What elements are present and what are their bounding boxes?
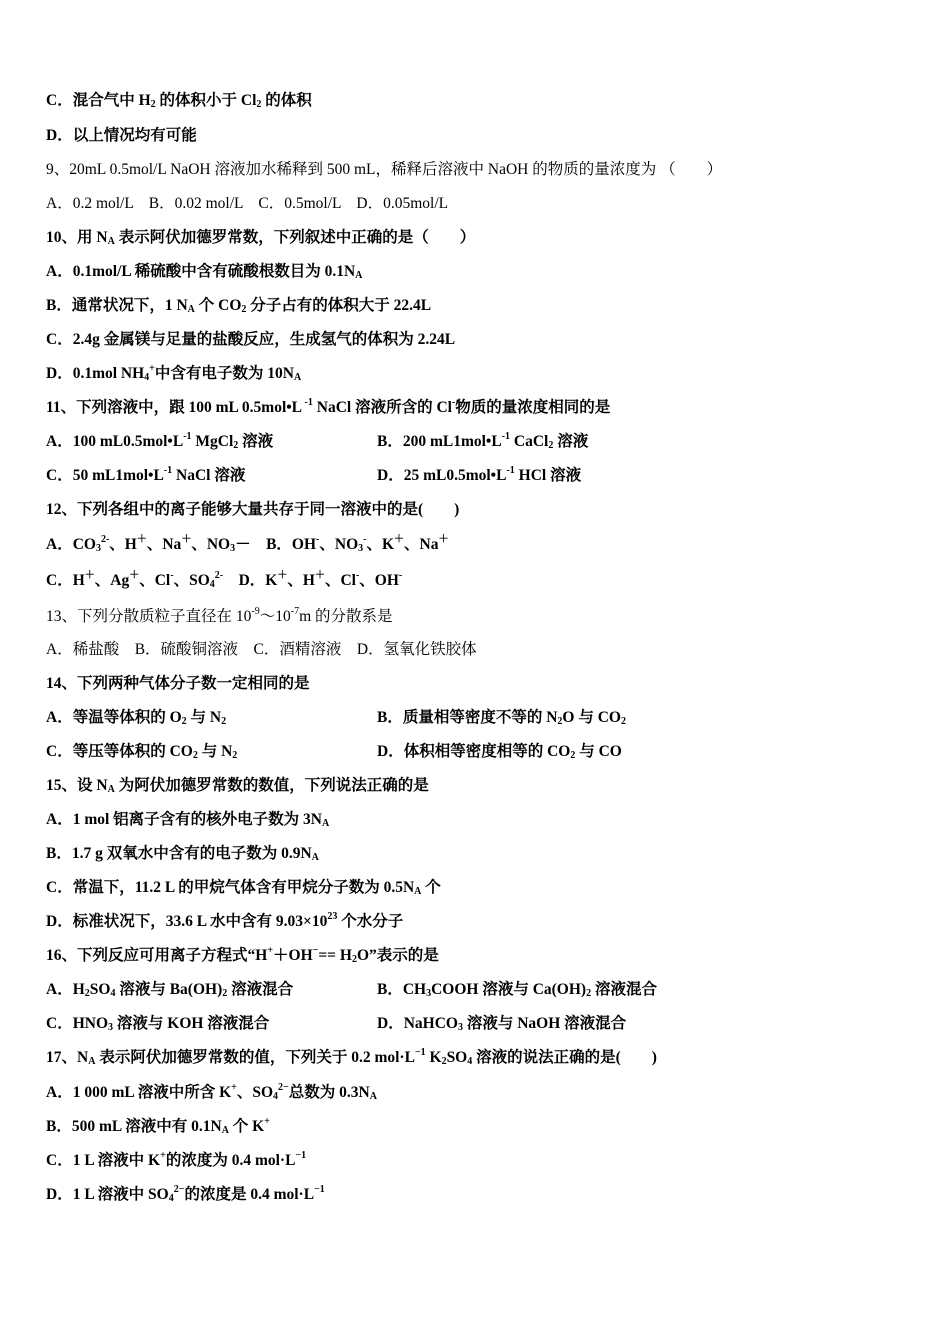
text-line: [46, 607, 393, 627]
text-run: ＋OH: [273, 947, 313, 964]
text-run: 为阿伏加德罗常数的数值，下列说法正确的是: [114, 777, 429, 794]
option-right-column: [377, 980, 657, 1000]
text-line: [46, 1083, 377, 1103]
text-run: B．质量相等密度不等的 N: [377, 709, 558, 726]
text-line: [46, 1117, 270, 1137]
superscript: ＋: [314, 570, 325, 581]
text-run: 、NO: [319, 536, 359, 553]
text-run: A．H: [46, 981, 85, 998]
subscript: A: [369, 1091, 377, 1102]
text-run: A．0.1mol/L 稀硫酸中含有硫酸根数目为 0.1N: [46, 263, 356, 280]
text-run: D．体积相等密度相等的 CO: [377, 743, 571, 760]
text-run: 15、设 N: [46, 777, 108, 794]
text-line: [46, 126, 197, 146]
text-run: 中含有电子数为 10N: [154, 365, 294, 382]
text-run: A．等温等体积的 O: [46, 709, 182, 726]
text-run: 溶液与 Ba(OH): [115, 981, 223, 998]
subscript: A: [187, 304, 195, 315]
superscript: 2−: [173, 1184, 185, 1195]
text-run: 14、下列两种气体分子数一定相同的是: [46, 675, 310, 692]
text-run: C．50 mL1mol•L: [46, 467, 164, 484]
text-run: HCl 溶液: [514, 467, 582, 484]
superscript: -: [316, 534, 320, 545]
text-line: [46, 1185, 325, 1205]
text-run: 的体积小于 Cl: [155, 92, 257, 109]
superscript: 23: [327, 911, 338, 922]
subscript: A: [293, 372, 302, 383]
text-run: m 的分散系是: [299, 608, 393, 625]
text-line: [46, 844, 319, 864]
text-line: [46, 742, 237, 762]
subscript: 2: [256, 99, 262, 110]
superscript: +: [160, 1150, 166, 1161]
text-run: 溶液与 KOH 溶液混合: [113, 1015, 270, 1032]
text-line: [46, 398, 610, 418]
text-run: A．100 mL0.5mol•L: [46, 433, 184, 450]
text-run: D．NaHCO: [377, 1015, 458, 1032]
text-run: D．K: [223, 572, 278, 589]
subscript: 2: [232, 750, 238, 761]
text-line: [46, 571, 402, 591]
text-run: K: [425, 1049, 442, 1066]
text-run: 个: [421, 879, 441, 896]
subscript: 2: [222, 988, 228, 999]
text-run: NaCl 溶液: [172, 467, 246, 484]
text-run: 溶液: [553, 433, 589, 450]
text-run: C．1 L 溶液中 K: [46, 1152, 161, 1169]
text-line: [46, 1151, 306, 1171]
text-run: D．标准状况下，33.6 L 水中含有 9.03×10: [46, 913, 328, 930]
superscript: -: [451, 397, 456, 408]
text-run: 的浓度为 0.4 mol·L: [165, 1152, 296, 1169]
subscript: A: [355, 270, 363, 281]
text-run: 与 CO: [575, 743, 622, 760]
text-run: B．CH: [377, 981, 427, 998]
subscript: 2: [620, 716, 626, 727]
superscript: ＋: [129, 570, 140, 581]
text-line: [46, 262, 362, 282]
text-run: 、Na: [404, 536, 439, 553]
text-run: － B．OH: [235, 536, 317, 553]
text-run: 、H: [287, 572, 315, 589]
text-line: [46, 946, 439, 966]
subscript: 4: [110, 988, 116, 999]
subscript: 4: [168, 1193, 174, 1204]
text-run: 与 N: [186, 709, 222, 726]
text-line: [46, 980, 293, 1000]
subscript: 4: [273, 1091, 279, 1102]
subscript: 3: [426, 988, 432, 999]
text-run: CaCl: [510, 433, 549, 450]
text-run: 溶液混合: [227, 981, 294, 998]
superscript: -1: [183, 431, 192, 442]
text-run: 溶液与 NaOH 溶液混合: [462, 1015, 627, 1032]
superscript: −: [312, 945, 319, 956]
text-run: SO: [89, 981, 111, 998]
text-run: D．0.1mol NH: [46, 365, 145, 382]
text-run: B．通常状况下，1 N: [46, 297, 188, 314]
subscript: 2: [150, 99, 156, 110]
subscript: 2: [181, 716, 187, 727]
text-run: 个 CO: [194, 297, 242, 314]
text-run: 、SO: [236, 1084, 274, 1101]
superscript: -7: [290, 606, 300, 617]
subscript: A: [311, 852, 319, 863]
text-line: [46, 810, 329, 830]
text-line: [46, 364, 301, 384]
text-line: [46, 535, 449, 555]
text-line: [46, 194, 448, 214]
subscript: 4: [144, 372, 150, 383]
superscript: +: [231, 1082, 237, 1093]
text-run: B．1.7 g 双氧水中含有的电子数为 0.9N: [46, 845, 312, 862]
text-run: C．2.4g 金属镁与足量的盐酸反应，生成氢气的体积为 2.24L: [46, 331, 456, 348]
text-run: 溶液混合: [591, 981, 657, 998]
text-run: ～10: [259, 608, 291, 625]
option-right-column: [377, 432, 588, 452]
text-run: C．常温下，11.2 L 的甲烷气体含有甲烷分子数为 0.5N: [46, 879, 415, 896]
text-run: == H: [318, 947, 352, 964]
text-line: [46, 296, 431, 316]
superscript: -1: [163, 465, 173, 476]
text-run: NaCl 溶液所含的 Cl: [312, 399, 452, 416]
text-run: A．0.2 mol/L B．0.02 mol/L C．0.5mol/L D．0.05mol/L: [46, 195, 449, 212]
text-line: [46, 1014, 269, 1034]
subscript: 2: [548, 440, 554, 451]
text-run: 总数为 0.3N: [288, 1084, 370, 1101]
superscript: 2−: [278, 1082, 289, 1093]
text-run: B．200 mL1mol•L: [377, 433, 502, 450]
subscript: 4: [467, 1056, 473, 1067]
text-run: 溶液: [238, 433, 274, 450]
text-run: C．等压等体积的 CO: [46, 743, 193, 760]
text-run: 、Cl: [324, 572, 356, 589]
superscript: -1: [501, 431, 511, 442]
subscript: 2: [557, 716, 563, 727]
superscript: 2-: [214, 570, 224, 581]
text-line: [46, 776, 429, 796]
text-run: O”表示的是: [356, 947, 439, 964]
text-line: [46, 640, 477, 660]
text-run: 的体积: [261, 92, 312, 109]
text-run: 个 K: [228, 1118, 265, 1135]
text-run: B．500 mL 溶液中有 0.1N: [46, 1118, 222, 1135]
text-run: 17、N: [46, 1049, 89, 1066]
text-run: C．HNO: [46, 1015, 109, 1032]
subscript: 2: [570, 750, 576, 761]
text-run: 12、下列各组中的离子能够大量共存于同一溶液中的是( ): [46, 501, 460, 518]
superscript: +: [149, 363, 155, 374]
text-run: D．1 L 溶液中 SO: [46, 1186, 169, 1203]
text-run: 表示阿伏加德罗常数，下列叙述中正确的是（ ）: [114, 229, 476, 246]
subscript: A: [107, 236, 115, 247]
subscript: 3: [358, 543, 364, 554]
text-run: 、Cl: [139, 572, 171, 589]
text-run: O 与 CO: [562, 709, 621, 726]
text-line: [46, 500, 459, 520]
text-run: 、NO: [191, 536, 231, 553]
text-run: D．以上情况均有可能: [46, 127, 197, 144]
subscript: 2: [241, 304, 247, 315]
superscript: +: [267, 945, 274, 956]
option-right-column: [377, 742, 622, 762]
superscript: -: [355, 570, 360, 581]
superscript: ＋: [84, 570, 95, 581]
superscript: -9: [251, 606, 260, 617]
text-run: D．25 mL0.5mol•L: [377, 467, 507, 484]
text-line: [46, 466, 245, 486]
text-run: 物质的量浓度相同的是: [455, 399, 611, 416]
text-run: 、OH: [359, 572, 399, 589]
superscript: -: [363, 534, 367, 545]
text-run: 10、用 N: [46, 229, 108, 246]
text-line: [46, 708, 226, 728]
text-run: 11、下列溶液中，跟 100 mL 0.5mol•L: [46, 399, 303, 416]
text-run: SO: [446, 1049, 468, 1066]
text-line: [46, 432, 273, 452]
superscript: −1: [295, 1150, 307, 1161]
subscript: A: [414, 886, 422, 897]
superscript: ＋: [438, 534, 449, 545]
subscript: 2: [441, 1056, 447, 1067]
text-run: 、Na: [146, 536, 182, 553]
subscript: A: [321, 818, 330, 829]
option-right-column: [377, 466, 581, 486]
text-run: 分子占有的体积大于 22.4L: [246, 297, 432, 314]
subscript: 2: [192, 750, 198, 761]
text-run: 、Ag: [94, 572, 130, 589]
superscript: ＋: [136, 534, 147, 545]
text-line: [46, 160, 722, 180]
text-run: 13、下列分散质粒子直径在 10: [46, 608, 252, 625]
superscript: −1: [314, 1184, 325, 1195]
superscript: -: [398, 570, 403, 581]
text-run: 、K: [366, 536, 395, 553]
text-run: C．H: [46, 572, 85, 589]
subscript: 2: [351, 954, 357, 965]
text-run: A．1 000 mL 溶液中所含 K: [46, 1084, 232, 1101]
subscript: 3: [230, 543, 236, 554]
subscript: A: [107, 784, 115, 795]
subscript: 3: [108, 1022, 114, 1033]
subscript: 2: [586, 988, 592, 999]
subscript: 3: [457, 1022, 463, 1033]
subscript: A: [88, 1056, 96, 1067]
text-run: 16、下列反应可用离子方程式“H: [46, 947, 268, 964]
superscript: ＋: [394, 534, 405, 545]
text-run: 溶液的说法正确的是( ): [472, 1049, 657, 1066]
text-run: 与 N: [197, 743, 233, 760]
text-line: [46, 228, 475, 248]
superscript: −1: [414, 1047, 426, 1058]
text-line: [46, 912, 403, 932]
superscript: ＋: [181, 534, 192, 545]
option-right-column: [377, 1014, 626, 1034]
text-run: A．1 mol 铝离子含有的核外电子数为 3N: [46, 811, 322, 828]
text-run: 9、20mL 0.5mol/L NaOH 溶液加水稀释到 500 mL，稀释后溶液中 NaOH 的物质的量浓度为 （ ）: [46, 161, 723, 178]
text-line: [46, 1048, 657, 1068]
subscript: 2: [233, 440, 239, 451]
subscript: 4: [209, 579, 215, 590]
text-run: A．CO: [46, 536, 96, 553]
text-run: 、SO: [173, 572, 210, 589]
text-line: [46, 330, 455, 350]
subscript: 2: [221, 716, 227, 727]
option-right-column: [377, 708, 626, 728]
text-run: 、H: [109, 536, 137, 553]
superscript: ＋: [277, 570, 288, 581]
subscript: 2: [84, 988, 90, 999]
text-run: 的浓度是 0.4 mol·L: [184, 1186, 315, 1203]
superscript: -1: [302, 397, 313, 408]
text-run: C．混合气中 H: [46, 92, 151, 109]
text-line: [46, 878, 441, 898]
text-run: MgCl: [191, 433, 234, 450]
text-line: [46, 674, 310, 694]
superscript: -: [170, 570, 174, 581]
text-run: COOH 溶液与 Ca(OH): [431, 981, 587, 998]
text-run: A．稀盐酸 B．硫酸铜溶液 C．酒精溶液 D．氢氧化铁胶体: [46, 641, 477, 658]
subscript: 3: [95, 543, 101, 554]
text-line: [46, 91, 312, 111]
text-run: 个水分子: [337, 913, 404, 930]
superscript: +: [264, 1116, 270, 1127]
text-run: 表示阿伏加德罗常数的值，下列关于 0.2 mol·L: [95, 1049, 415, 1066]
superscript: -1: [506, 465, 515, 476]
superscript: 2-: [100, 534, 110, 545]
subscript: A: [221, 1125, 229, 1136]
